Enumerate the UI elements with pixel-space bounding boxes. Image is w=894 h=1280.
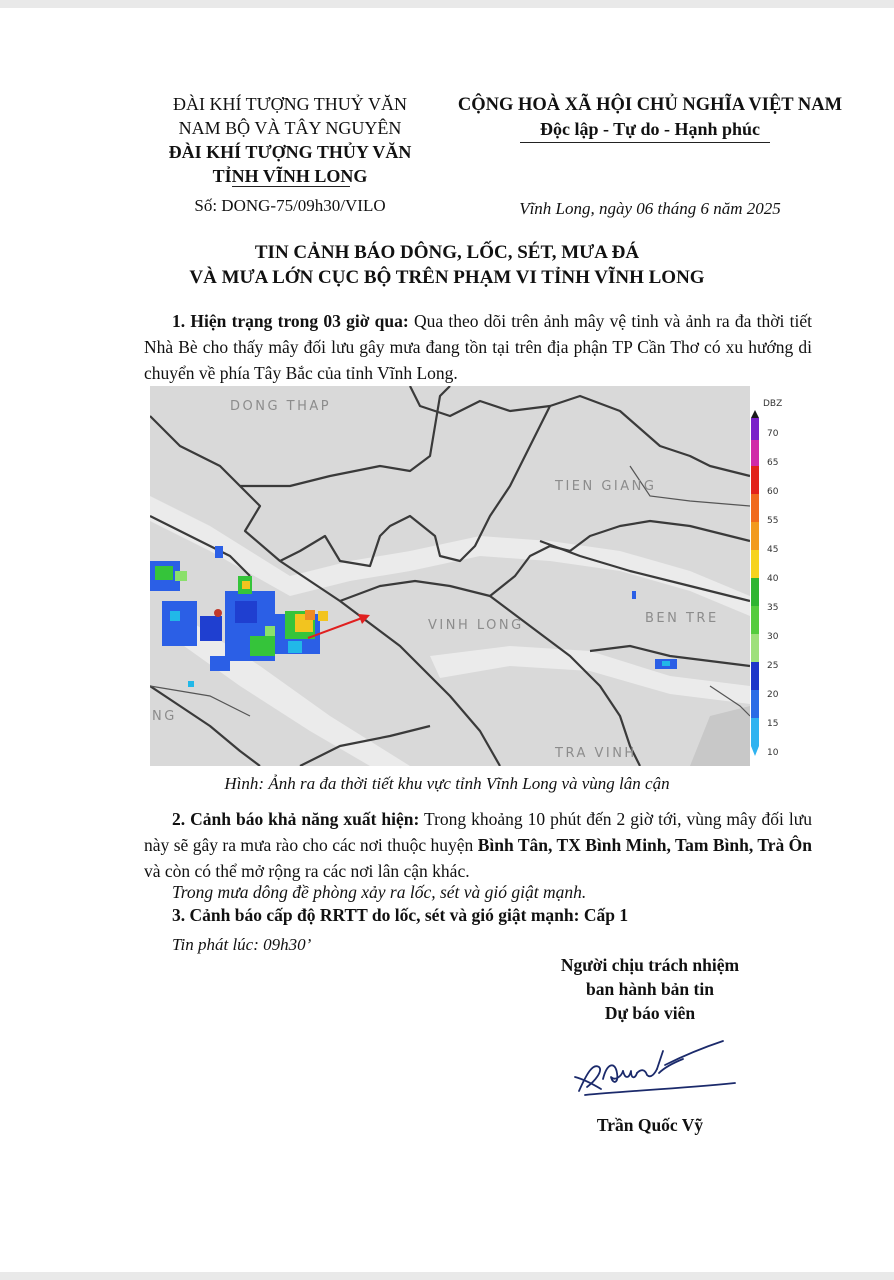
title-line: VÀ MƯA LỚN CỤC BỘ TRÊN PHẠM VI TỈNH VĨNH LONG	[189, 267, 705, 288]
motto-underline	[520, 142, 770, 143]
issuing-agency	[140, 92, 440, 188]
signatory-line: ban hành bản tin	[586, 979, 714, 999]
radar-station-marker	[214, 609, 222, 617]
section-text: và còn có thể mở rộng ra các nơi lân cận khác.	[144, 861, 470, 881]
affected-places: Bình Tân, TX Bình Minh, Tam Bình, Trà Ôn	[477, 835, 812, 855]
agency-line: NAM BỘ VÀ TÂY NGUYÊN	[178, 118, 402, 138]
nation-motto: Độc lập - Tự do - Hạnh phúc	[539, 119, 761, 139]
title-line: TIN CẢNH BÁO DÔNG, LỐC, SÉT, MƯA ĐÁ	[254, 242, 640, 263]
scale-unit: DBZ	[763, 399, 783, 409]
section-current-status	[144, 308, 812, 386]
section-risk-level	[172, 903, 628, 927]
place-date: Vĩnh Long, ngày 06 tháng 6 năm 2025	[519, 199, 781, 218]
section-heading: 2. Cảnh báo khả năng xuất hiện:	[172, 809, 420, 829]
scale-tick: 35	[767, 603, 779, 613]
signatory-title	[520, 953, 780, 1025]
nation-title: CỘNG HOÀ XÃ HỘI CHỦ NGHĨA VIỆT NAM	[457, 95, 843, 115]
scale-tick: 25	[767, 661, 779, 671]
document-number: Số: DONG-75/09h30/VILO	[194, 196, 386, 215]
agency-line: ĐÀI KHÍ TƯỢNG THUỶ VĂN	[173, 94, 407, 114]
map-caption: Hình: Ảnh ra đa thời tiết khu vực tỉnh Vĩnh Long và vùng lân cận	[224, 774, 670, 793]
handwritten-signature	[565, 1033, 755, 1103]
section-text: Trong khoảng 10 phút đến 2 giờ tới, vùng mây đối lưu này sẽ gây ra mưa rào cho các nơi thuộc huyện	[144, 809, 813, 855]
risk-level: : Cấp 1	[573, 905, 629, 925]
section-heading: 3. Cảnh báo cấp độ RRTT do lốc, sét và gió giật mạnh	[172, 905, 574, 925]
section-heading: 1. Hiện trạng trong 03 giờ qua:	[172, 311, 409, 331]
safety-note: Trong mưa dông đề phòng xảy ra lốc, sét và gió giật mạnh.	[172, 882, 587, 902]
label-dong-thap: DONG THAP	[230, 399, 332, 414]
label-partial-province: NG	[152, 709, 177, 724]
label-ben-tre: BEN TRE	[645, 611, 719, 626]
scale-tick: 30	[767, 632, 779, 642]
radar-map	[150, 386, 785, 766]
dbz-color-scale	[750, 386, 785, 766]
signatory-line: Người chịu trách nhiệm	[560, 955, 740, 975]
scale-tick: 20	[767, 690, 779, 700]
scale-tick: 60	[767, 487, 779, 497]
issued-time: Tin phát lúc: 09h30’	[172, 935, 312, 954]
label-tien-giang: TIEN GIANG	[555, 479, 657, 494]
bulletin-title	[120, 240, 774, 290]
scale-tick: 70	[767, 429, 779, 439]
agency-line-bold: TỈNH VĨNH LONG	[212, 166, 368, 186]
scale-tick: 15	[767, 719, 779, 729]
scale-tick: 40	[767, 574, 779, 584]
section-text: Qua theo dõi trên ảnh mây vệ tinh và ảnh ra đa thời tiết Nhà Bè cho thấy mây đối lưu gây mưa đang tồn tại trên địa phận TP Cần Thơ có xu hướng di chuyển về phía Tây Bắc của tỉnh Vĩnh Long.	[144, 311, 812, 383]
scale-tick: 45	[767, 545, 779, 555]
label-vinh-long: VINH LONG	[428, 618, 524, 633]
scale-tick: 10	[767, 748, 779, 758]
agency-line-bold: ĐÀI KHÍ TƯỢNG THỦY VĂN	[168, 142, 412, 162]
signatory-line: Dự báo viên	[604, 1003, 696, 1023]
section-warning	[144, 806, 812, 884]
document-page	[0, 8, 894, 1272]
scale-tick: 65	[767, 458, 779, 468]
label-tra-vinh: TRA VINH	[555, 746, 637, 761]
agency-underline	[232, 186, 350, 187]
signatory-name: Trần Quốc Vỹ	[596, 1115, 704, 1135]
scale-tick: 55	[767, 516, 779, 526]
